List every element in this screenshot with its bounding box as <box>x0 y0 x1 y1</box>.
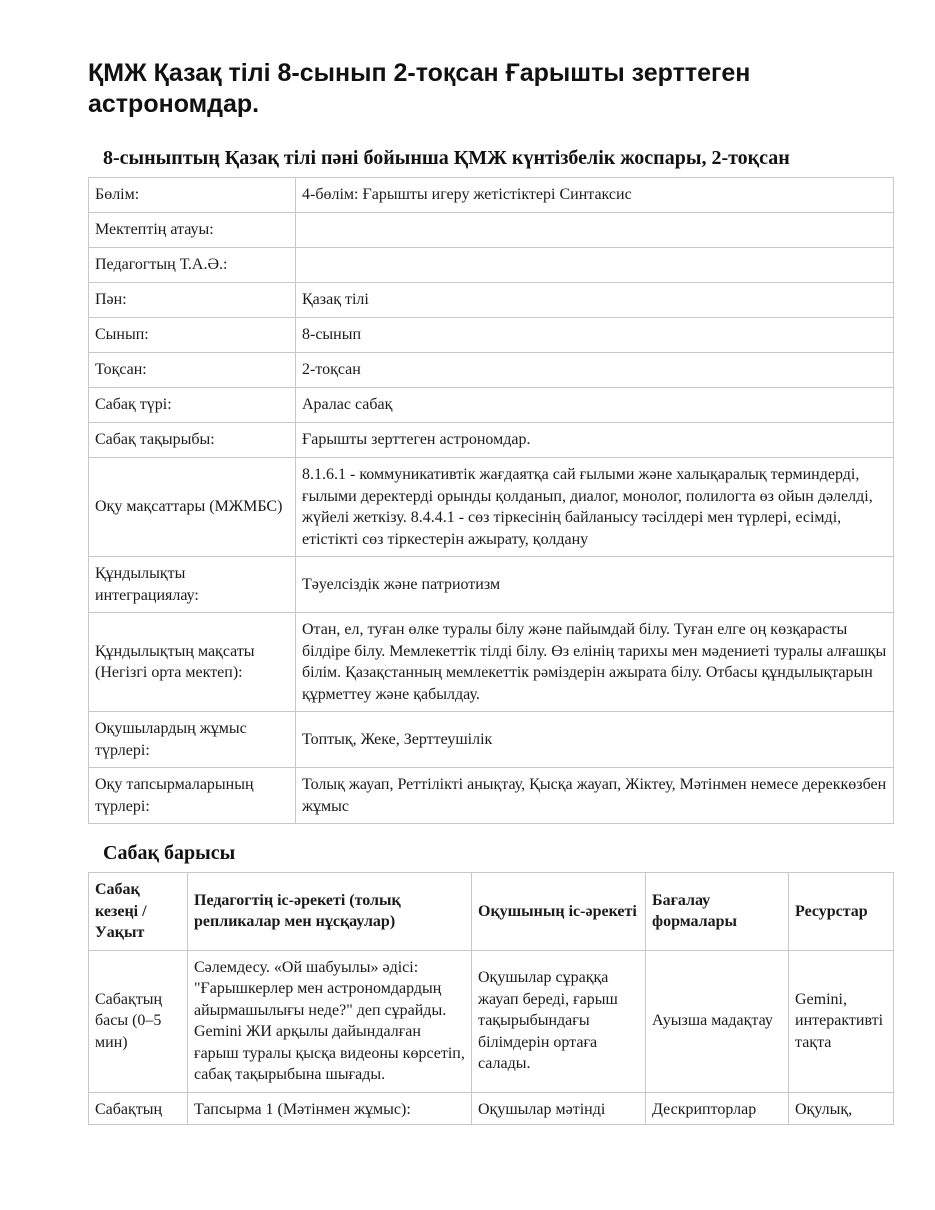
info-value: 8-сынып <box>296 318 894 353</box>
cell-stage: Сабақтың <box>89 1092 188 1125</box>
info-label: Сынып: <box>89 318 296 353</box>
cell-student-activity: Оқушылар сұраққа жауап береді, ғарыш тақырыбындағы білімдерін ортаға салады. <box>472 950 646 1092</box>
info-value: Отан, ел, туған өлке туралы білу және пайымдай білу. Туған елге оң көзқарасты білдіре білу. Мемлекеттік тілді білу. Өз елінің тарихы мен мәдениеті туралы алғашқы білім. Қазақстанның мемлекеттік рәміздерін ажырата білу. Отбасы құндылықтарын құрметтеу және қабылдау. <box>296 613 894 712</box>
cell-teacher-activity: Сәлемдесу. «Ой шабуылы» әдісі: "Ғарышкерлер мен астрономдардың айырмашылығы неде?" деп сұрайды. Gemini ЖИ арқылы дайындалған ғарыш туралы қысқа видеоны көрсетіп, сабақ тақырыбына шығады. <box>188 950 472 1092</box>
cell-assessment: Дескрипторлар <box>646 1092 789 1125</box>
info-row-lesson-type <box>89 388 894 423</box>
info-label: Құндылықтың мақсаты (Негізгі орта мектеп): <box>89 613 296 712</box>
info-value: Қазақ тілі <box>296 283 894 318</box>
info-label: Оқушылардың жұмыс түрлері: <box>89 712 296 768</box>
info-table <box>88 177 894 824</box>
info-label: Мектептің атауы: <box>89 213 296 248</box>
lesson-row-middle <box>89 1092 894 1125</box>
info-value: Аралас сабақ <box>296 388 894 423</box>
info-row-value-goal <box>89 613 894 712</box>
info-value: Толық жауап, Реттілікті анықтау, Қысқа жауап, Жіктеу, Мәтінмен немесе дереккөзбен жұмыс <box>296 768 894 824</box>
info-label: Құндылықты интеграциялау: <box>89 557 296 613</box>
lesson-row-start <box>89 950 894 1092</box>
info-value <box>296 248 894 283</box>
info-label: Педагогтың Т.А.Ә.: <box>89 248 296 283</box>
cell-resources: Оқулық, <box>789 1092 894 1125</box>
cell-assessment: Ауызша мадақтау <box>646 950 789 1092</box>
cell-stage: Сабақтың басы (0–5 мин) <box>89 950 188 1092</box>
header-assessment: Бағалау формалары <box>646 873 789 951</box>
info-row-teacher <box>89 248 894 283</box>
info-row-lesson-topic <box>89 423 894 458</box>
document-page <box>88 58 893 1125</box>
info-row-work-types <box>89 712 894 768</box>
cell-resources: Gemini, интерактивті тақта <box>789 950 894 1092</box>
info-row-quarter <box>89 353 894 388</box>
info-label: Тоқсан: <box>89 353 296 388</box>
document-title: ҚМЖ Қазақ тілі 8-сынып 2-тоқсан Ғарышты зерттеген астрономдар. <box>88 59 751 118</box>
info-row-subject <box>89 283 894 318</box>
info-row-grade <box>89 318 894 353</box>
info-label: Бөлім: <box>89 178 296 213</box>
header-stage: Сабақ кезеңі / Уақыт <box>89 873 188 951</box>
lesson-header-row <box>89 873 894 951</box>
info-label: Сабақ түрі: <box>89 388 296 423</box>
info-value: Тәуелсіздік және патриотизм <box>296 557 894 613</box>
info-value: Топтық, Жеке, Зерттеушілік <box>296 712 894 768</box>
info-label: Пән: <box>89 283 296 318</box>
info-row-school <box>89 213 894 248</box>
info-value: Ғарышты зерттеген астрономдар. <box>296 423 894 458</box>
info-row-task-types <box>89 768 894 824</box>
lesson-heading: Сабақ барысы <box>103 842 236 864</box>
info-value: 4-бөлім: Ғарышты игеру жетістіктері Синтаксис <box>296 178 894 213</box>
cell-student-activity: Оқушылар мәтінді <box>472 1092 646 1125</box>
info-label: Сабақ тақырыбы: <box>89 423 296 458</box>
header-resources: Ресурстар <box>789 873 894 951</box>
info-row-value-integration <box>89 557 894 613</box>
info-value: 8.1.6.1 - коммуникативтік жағдаятқа сай ғылыми және халықаралық терминдерді, ғылыми деректерді орынды қолданып, диалог, монолог, полилогта өз ойын дәлелді, жүйелі жеткізу. 8.4.4.1 - сөз тіркесінің байланысу тәсілдері мен түрлері, есімді, етістікті сөз тіркестерін ажырату, қолдану <box>296 458 894 557</box>
header-student-activity: Оқушының іс-әрекеті <box>472 873 646 951</box>
lesson-table <box>88 872 894 1125</box>
info-label: Оқу тапсырмаларының түрлері: <box>89 768 296 824</box>
header-teacher-activity: Педагогтің іс-әрекеті (толық репликалар мен нұсқаулар) <box>188 873 472 951</box>
info-row-learning-objectives <box>89 458 894 557</box>
plan-heading: 8-сыныптың Қазақ тілі пәні бойынша ҚМЖ күнтізбелік жоспары, 2-тоқсан <box>103 147 790 169</box>
info-row-section <box>89 178 894 213</box>
info-label: Оқу мақсаттары (МЖМБС) <box>89 458 296 557</box>
cell-teacher-activity: Тапсырма 1 (Мәтінмен жұмыс): <box>188 1092 472 1125</box>
info-value <box>296 213 894 248</box>
info-value: 2-тоқсан <box>296 353 894 388</box>
